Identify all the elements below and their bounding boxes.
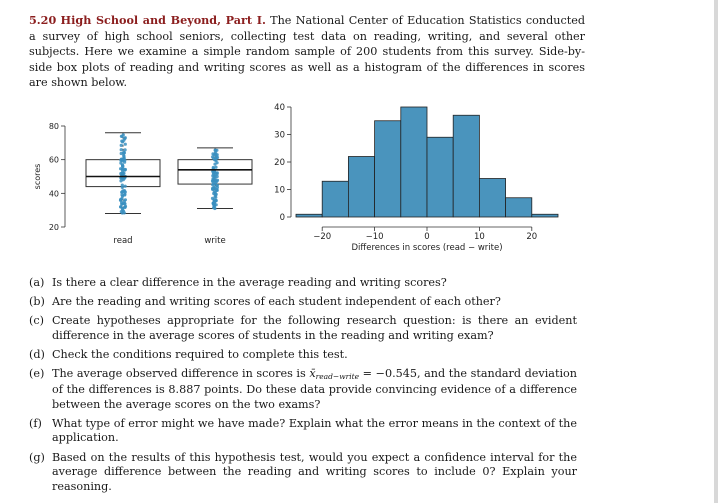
data-point	[121, 171, 124, 174]
data-point	[120, 193, 123, 196]
page-edge	[714, 0, 718, 503]
data-point	[121, 186, 124, 189]
data-point	[124, 143, 127, 146]
data-point	[122, 210, 125, 213]
question-label: (a)	[29, 276, 45, 289]
boxplot	[33, 122, 252, 246]
data-point	[215, 149, 218, 152]
hist-x-tick-label: −20	[313, 232, 332, 242]
question-label: (c)	[29, 314, 44, 328]
data-point	[214, 192, 217, 195]
problem-intro	[29, 13, 585, 91]
boxplot-y-tick-label: 80	[48, 122, 59, 131]
data-point	[124, 148, 127, 151]
question-a	[29, 276, 577, 291]
hist-bar	[375, 121, 401, 217]
group-label: write	[204, 236, 226, 246]
question-text: Are the reading and writing scores of each student independent of each other?	[52, 295, 501, 309]
data-point	[120, 197, 123, 200]
hist-bar	[322, 181, 348, 217]
data-point	[121, 190, 124, 193]
data-point	[216, 175, 219, 178]
hist-bar	[348, 157, 374, 218]
hist-bar	[453, 115, 479, 217]
data-point	[123, 202, 126, 205]
hist-x-tick-label: 20	[526, 232, 538, 242]
histogram	[274, 103, 558, 253]
hist-y-tick-label: 30	[274, 130, 285, 141]
boxplot-y-tick-label: 20	[48, 223, 59, 232]
data-point	[123, 151, 126, 154]
question-b	[29, 295, 577, 310]
hist-y-tick-label: 10	[274, 185, 285, 196]
question-text: Check the conditions required to complete this test.	[52, 348, 348, 362]
boxplot-y-tick-label: 60	[48, 155, 59, 165]
question-g	[29, 451, 577, 495]
question-text: Is there a clear difference in the average reading and writing scores?	[52, 276, 447, 289]
hist-bar	[506, 198, 532, 217]
data-point	[120, 148, 123, 151]
data-point	[214, 179, 217, 182]
data-point	[124, 185, 127, 188]
question-d	[29, 348, 577, 363]
data-point	[215, 156, 218, 159]
hist-bar	[479, 179, 505, 218]
data-point	[215, 188, 218, 191]
question-text: Based on the results of this hypothesis test, would you expect a confidence interval for the average difference between the reading and writing scores to include 0? Explain your reasoning.	[52, 450, 577, 493]
data-point	[122, 154, 125, 157]
hist-x-tick-label: 10	[473, 232, 485, 242]
data-point	[121, 165, 124, 168]
boxplot-y-label: scores	[33, 163, 42, 190]
boxplot-y-tick-label: 40	[48, 189, 59, 199]
data-point	[212, 171, 215, 174]
data-point	[216, 161, 219, 164]
data-point	[123, 206, 126, 209]
hist-bar	[427, 137, 453, 217]
question-label: (g)	[29, 450, 45, 464]
data-point	[212, 166, 215, 169]
xbar-subscript: read−write	[315, 372, 360, 382]
data-point	[121, 140, 124, 143]
question-label: (e)	[29, 367, 45, 381]
hist-bar	[401, 107, 427, 217]
question-f	[29, 417, 577, 446]
data-point	[213, 153, 216, 156]
data-point	[120, 144, 123, 147]
question-text: Create hypotheses appropriate for the following research question: is there an evident difference in the average scores of students in the reading and writing exam?	[52, 314, 577, 342]
hist-x-tick-label: −10	[365, 232, 384, 242]
group-label: read	[113, 236, 133, 246]
data-point	[119, 205, 122, 208]
question-text: The average observed difference in scores is	[52, 367, 310, 381]
problem-number: 5.20	[29, 13, 57, 27]
data-point	[124, 168, 127, 171]
problem-intro-text: The National Center of Education Statistics conducted a survey of high school seniors, collecting test data on reading, writing, and several other subjects. Here we examine a simple random sample of 200 students from this survey. Side-by-side box plots of reading and writing scores as well as a histogram of the differences in scores are shown below.	[29, 14, 585, 90]
hist-y-tick-label: 40	[274, 103, 285, 113]
hist-x-tick-label: 0	[424, 232, 430, 242]
problem-title: High School and Beyond, Part I.	[60, 13, 266, 27]
question-text: What type of error might we have made? Explain what the error means in the context of the application.	[52, 416, 577, 445]
hist-bar	[532, 214, 558, 217]
hist-x-label: Differences in scores (read − write)	[351, 243, 503, 253]
question-label: (f)	[29, 416, 42, 430]
question-list	[29, 276, 577, 499]
hist-y-tick-label: 20	[274, 158, 285, 168]
question-e	[29, 367, 577, 412]
hist-bar	[296, 214, 322, 217]
xbar-symbol: x̄	[309, 367, 316, 381]
data-point	[214, 166, 217, 169]
data-point	[122, 133, 125, 136]
data-point	[213, 201, 216, 204]
data-point	[121, 159, 124, 162]
data-point	[119, 179, 122, 182]
hist-y-tick-label: 0	[279, 213, 285, 223]
question-c	[29, 314, 577, 343]
figure	[26, 96, 586, 266]
question-label: (d)	[29, 348, 45, 362]
data-point	[211, 183, 214, 186]
question-label: (b)	[29, 295, 45, 309]
question-text-cont: = −0.545, and the standard deviation of the differences is 8.887 points. Do these data provide convincing evidence of a difference between the average scores on the two exams?	[52, 367, 577, 411]
